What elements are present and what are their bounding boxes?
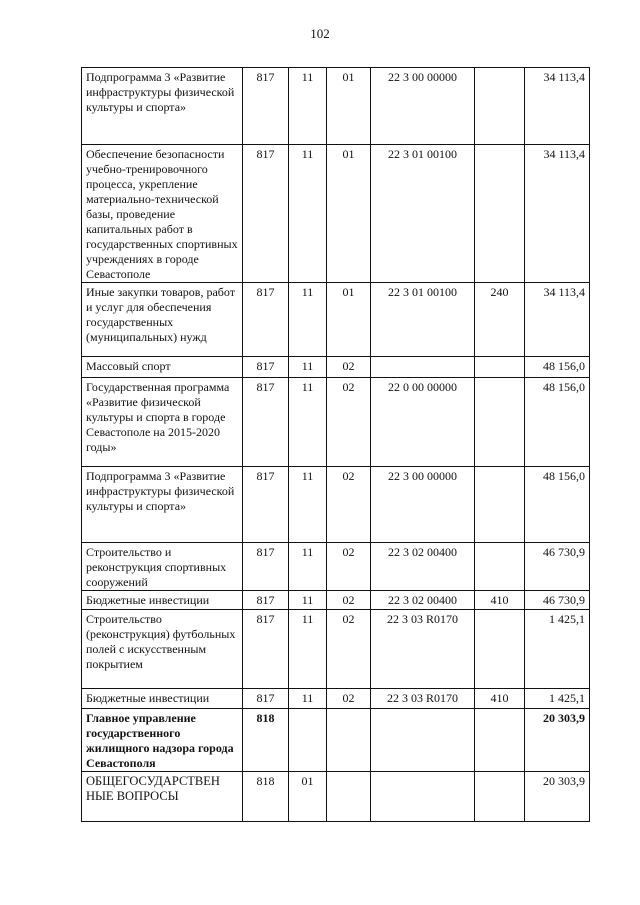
table-row: [82, 709, 590, 772]
section-cell: 11: [289, 378, 327, 467]
table-row: [82, 689, 590, 709]
expense-type-cell: 410: [475, 689, 525, 709]
amount-cell: 48 156,0: [525, 357, 590, 378]
grbs-cell: 817: [243, 689, 289, 709]
expense-type-cell: [475, 610, 525, 689]
target-article-cell: 22 3 03 R0170: [371, 610, 475, 689]
subsection-cell: [327, 709, 371, 772]
amount-cell: 48 156,0: [525, 467, 590, 543]
subsection-cell: 02: [327, 689, 371, 709]
grbs-cell: 817: [243, 378, 289, 467]
target-article-cell: 22 3 00 00000: [371, 467, 475, 543]
row-name-cell: Бюджетные инвестиции: [82, 689, 243, 709]
subsection-cell: 02: [327, 467, 371, 543]
table-row: [82, 145, 590, 283]
section-cell: 11: [289, 68, 327, 145]
section-cell: 11: [289, 610, 327, 689]
table-row: [82, 610, 590, 689]
table-row: [82, 772, 590, 822]
amount-cell: 1 425,1: [525, 610, 590, 689]
subsection-cell: 01: [327, 68, 371, 145]
table-row: [82, 543, 590, 591]
table-row: [82, 591, 590, 610]
grbs-cell: 817: [243, 68, 289, 145]
expense-type-cell: [475, 145, 525, 283]
target-article-cell: 22 3 02 00400: [371, 591, 475, 610]
expense-type-cell: [475, 357, 525, 378]
grbs-cell: 817: [243, 283, 289, 357]
row-name-cell: Массовый спорт: [82, 357, 243, 378]
amount-cell: 1 425,1: [525, 689, 590, 709]
row-name-cell: Иные закупки товаров, работ и услуг для обеспечения государственных (муниципальных) нужд: [82, 283, 243, 357]
amount-cell: 20 303,9: [525, 709, 590, 772]
amount-cell: 34 113,4: [525, 68, 590, 145]
section-cell: [289, 709, 327, 772]
subsection-cell: 01: [327, 283, 371, 357]
amount-cell: 46 730,9: [525, 543, 590, 591]
amount-cell: 46 730,9: [525, 591, 590, 610]
grbs-cell: 817: [243, 591, 289, 610]
expense-type-cell: [475, 378, 525, 467]
amount-cell: 34 113,4: [525, 283, 590, 357]
row-name-cell: ОБЩЕГОСУДАРСТВЕН НЫЕ ВОПРОСЫ: [82, 772, 243, 822]
section-cell: 11: [289, 283, 327, 357]
row-name-cell: Бюджетные инвестиции: [82, 591, 243, 610]
row-name-cell: Подпрограмма 3 «Развитие инфраструктуры физической культуры и спорта»: [82, 467, 243, 543]
expense-type-cell: [475, 772, 525, 822]
subsection-cell: [327, 772, 371, 822]
target-article-cell: 22 3 01 00100: [371, 283, 475, 357]
subsection-cell: 02: [327, 610, 371, 689]
row-name-cell: Подпрограмма 3 «Развитие инфраструктуры физической культуры и спорта»: [82, 68, 243, 145]
section-cell: 11: [289, 543, 327, 591]
table-row: [82, 467, 590, 543]
subsection-cell: 02: [327, 378, 371, 467]
grbs-cell: 817: [243, 543, 289, 591]
target-article-cell: [371, 709, 475, 772]
subsection-cell: 02: [327, 357, 371, 378]
row-name-cell: Обеспечение безопасности учебно-тренировочного процесса, укрепление материально-технической базы, проведение капитальных работ в государственных спортивных учреждениях в городе Севастополе: [82, 145, 243, 283]
expense-type-cell: [475, 467, 525, 543]
section-cell: 11: [289, 689, 327, 709]
target-article-cell: [371, 357, 475, 378]
table-row: [82, 283, 590, 357]
amount-cell: 48 156,0: [525, 378, 590, 467]
section-cell: 11: [289, 357, 327, 378]
target-article-cell: [371, 772, 475, 822]
section-cell: 11: [289, 467, 327, 543]
expense-type-cell: 410: [475, 591, 525, 610]
grbs-cell: 817: [243, 610, 289, 689]
table-row: [82, 378, 590, 467]
row-name-cell: Строительство и реконструкция спортивных сооружений: [82, 543, 243, 591]
subsection-cell: 02: [327, 543, 371, 591]
grbs-cell: 818: [243, 772, 289, 822]
section-cell: 01: [289, 772, 327, 822]
section-cell: 11: [289, 145, 327, 283]
expense-type-cell: 240: [475, 283, 525, 357]
grbs-cell: 818: [243, 709, 289, 772]
target-article-cell: 22 3 02 00400: [371, 543, 475, 591]
target-article-cell: 22 3 01 00100: [371, 145, 475, 283]
table-row: [82, 68, 590, 145]
subsection-cell: 02: [327, 591, 371, 610]
page-number: 102: [310, 26, 330, 41]
amount-cell: 34 113,4: [525, 145, 590, 283]
expense-type-cell: [475, 543, 525, 591]
budget-table: [81, 67, 590, 822]
grbs-cell: 817: [243, 145, 289, 283]
row-name-cell: Государственная программа «Развитие физической культуры и спорта в городе Севастополе на 2015-2020 годы»: [82, 378, 243, 467]
expense-type-cell: [475, 68, 525, 145]
expense-type-cell: [475, 709, 525, 772]
table-row: [82, 357, 590, 378]
target-article-cell: 22 3 00 00000: [371, 68, 475, 145]
grbs-cell: 817: [243, 467, 289, 543]
target-article-cell: 22 0 00 00000: [371, 378, 475, 467]
row-name-cell: Строительство (реконструкция) футбольных полей с искусственным покрытием: [82, 610, 243, 689]
grbs-cell: 817: [243, 357, 289, 378]
section-cell: 11: [289, 591, 327, 610]
row-name-cell: Главное управление государственного жилищного надзора города Севастополя: [82, 709, 243, 772]
subsection-cell: 01: [327, 145, 371, 283]
target-article-cell: 22 3 03 R0170: [371, 689, 475, 709]
amount-cell: 20 303,9: [525, 772, 590, 822]
